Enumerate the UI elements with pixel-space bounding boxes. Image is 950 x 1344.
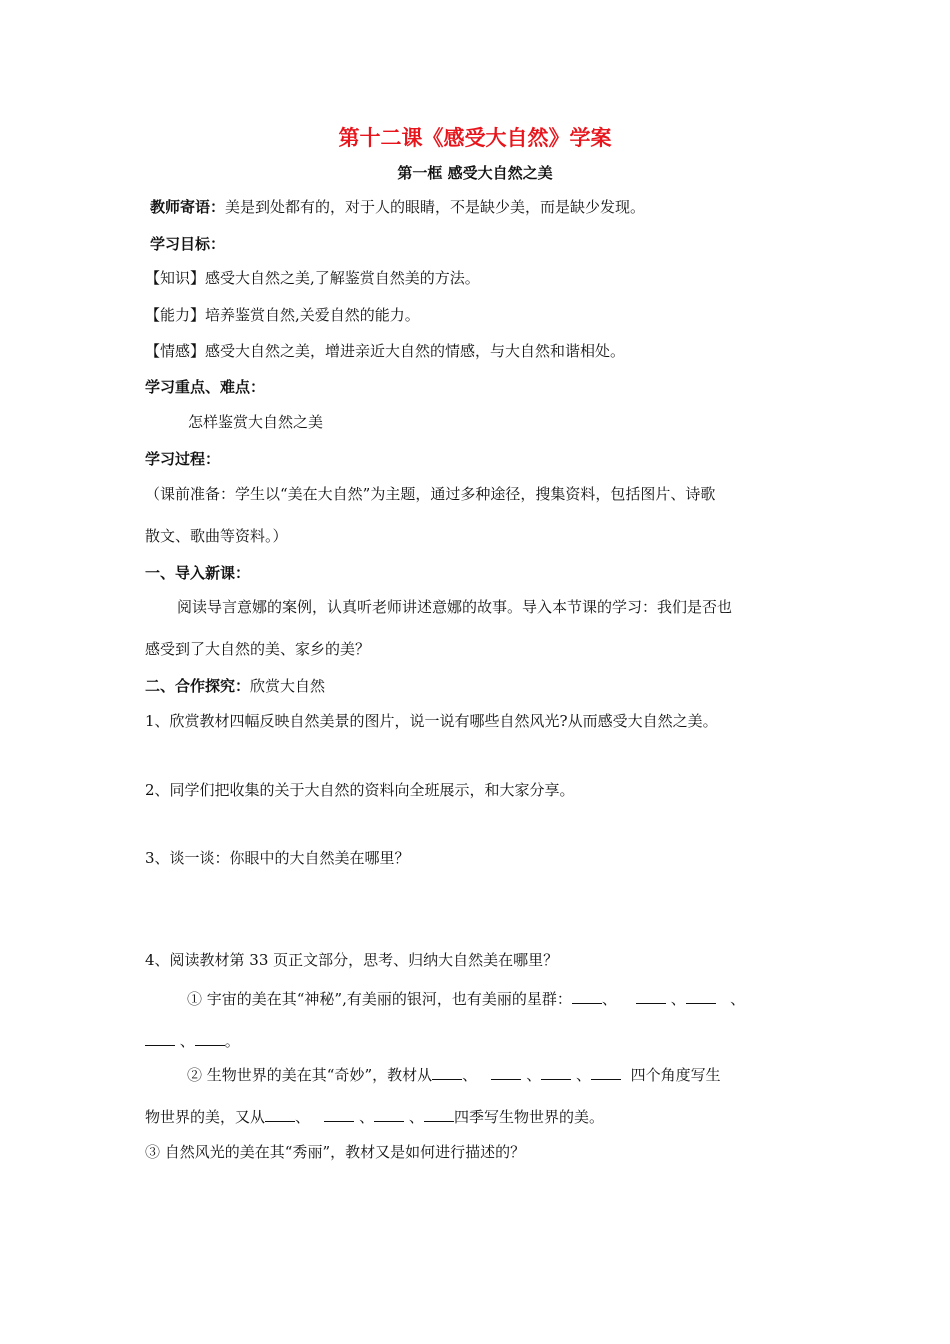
prep-line-2: 散文、歌曲等资料。） [145,527,288,545]
sub-question-2-line-2: 物世界的美，又从 、 、 、 四季写生物世界的美。 [145,1108,604,1126]
goal-tag: 【情感】 [145,342,206,360]
goal-emotion [145,341,625,361]
answer-blank[interactable] [541,1065,571,1080]
sub-question-2-line-1: ② 生物世界的美在其“奇妙”，教材从 、 、 、 四个角度写生 [187,1066,721,1084]
goal-ability [145,305,420,325]
section-2-heading-line [145,676,325,696]
key-points-heading: 学习重点、难点： [145,378,266,396]
goal-text: 感受大自然之美,了解鉴赏自然美的方法。 [205,269,480,287]
teacher-message [150,197,645,217]
question-2: 2、同学们把收集的关于大自然的资料向全班展示，和大家分享。 [145,781,575,799]
answer-blank[interactable] [432,1065,462,1080]
teacher-text: 美是到处都有的，对于人的眼睛，不是缺少美，而是缺少发现。 [225,198,646,216]
sub-question-2-text: ② 生物世界的美在其“奇妙”，教材从 [187,1066,433,1084]
section-2-heading: 二、合作探究： [145,677,251,695]
teacher-label: 教师寄语： [150,198,226,216]
section-2-topic: 欣赏大自然 [250,677,326,695]
sub-question-1-line-1: ① 宇宙的美在其“神秘”,有美丽的银河，也有美丽的星群： 、 、 、 [187,990,746,1008]
answer-blank[interactable] [636,989,666,1004]
prep-line-1: （课前准备：学生以“美在大自然”为主题，通过多种途径，搜集资料，包括图片、诗歌 [145,485,716,503]
document-subtitle: 第一框 感受大自然之美 [397,164,553,182]
answer-blank[interactable] [591,1065,621,1080]
goal-text: 感受大自然之美，增进亲近大自然的情感，与大自然和谐相处。 [205,342,626,360]
sub-question-1-line-2: 、 。 [145,1031,240,1051]
question-3: 3、谈一谈：你眼中的大自然美在哪里？ [145,849,410,867]
section-1-line-2: 感受到了大自然的美、家乡的美？ [145,640,371,658]
answer-blank[interactable] [374,1107,404,1122]
goal-tag: 【能力】 [145,306,206,324]
answer-blank[interactable] [491,1065,521,1080]
goals-heading: 学习目标： [150,235,226,253]
goal-text: 培养鉴赏自然,关爱自然的能力。 [205,306,420,324]
sub-question-1-text: ① 宇宙的美在其“神秘”,有美丽的银河，也有美丽的星群： [187,990,572,1008]
sub-question-3: ③ 自然风光的美在其“秀丽”，教材又是如何进行描述的？ [145,1143,526,1161]
answer-blank[interactable] [195,1031,225,1046]
key-points-text: 怎样鉴赏大自然之美 [188,413,324,431]
document-title: 第十二课《感受大自然》学案 [338,126,612,150]
answer-blank[interactable] [145,1031,175,1046]
goal-tag: 【知识】 [145,269,206,287]
sub-question-2-end: 四季写生物世界的美。 [453,1108,604,1126]
section-1-line-1: 阅读导言意娜的案例，认真听老师讲述意娜的故事。导入本节课的学习：我们是否也 [177,598,733,616]
section-1-heading: 一、导入新课： [145,564,251,582]
question-1: 1、欣赏教材四幅反映自然美景的图片，说一说有哪些自然风光?从而感受大自然之美。 [145,712,718,730]
goal-knowledge [145,268,480,288]
answer-blank[interactable] [424,1107,454,1122]
answer-blank[interactable] [265,1107,295,1122]
answer-blank[interactable] [324,1107,354,1122]
answer-blank[interactable] [686,989,716,1004]
question-4: 4、阅读教材第 33 页正文部分，思考、归纳大自然美在哪里？ [145,951,559,969]
answer-blank[interactable] [572,989,602,1004]
process-heading: 学习过程： [145,450,221,468]
sub-question-2-mid: 四个角度写生 [630,1066,721,1084]
